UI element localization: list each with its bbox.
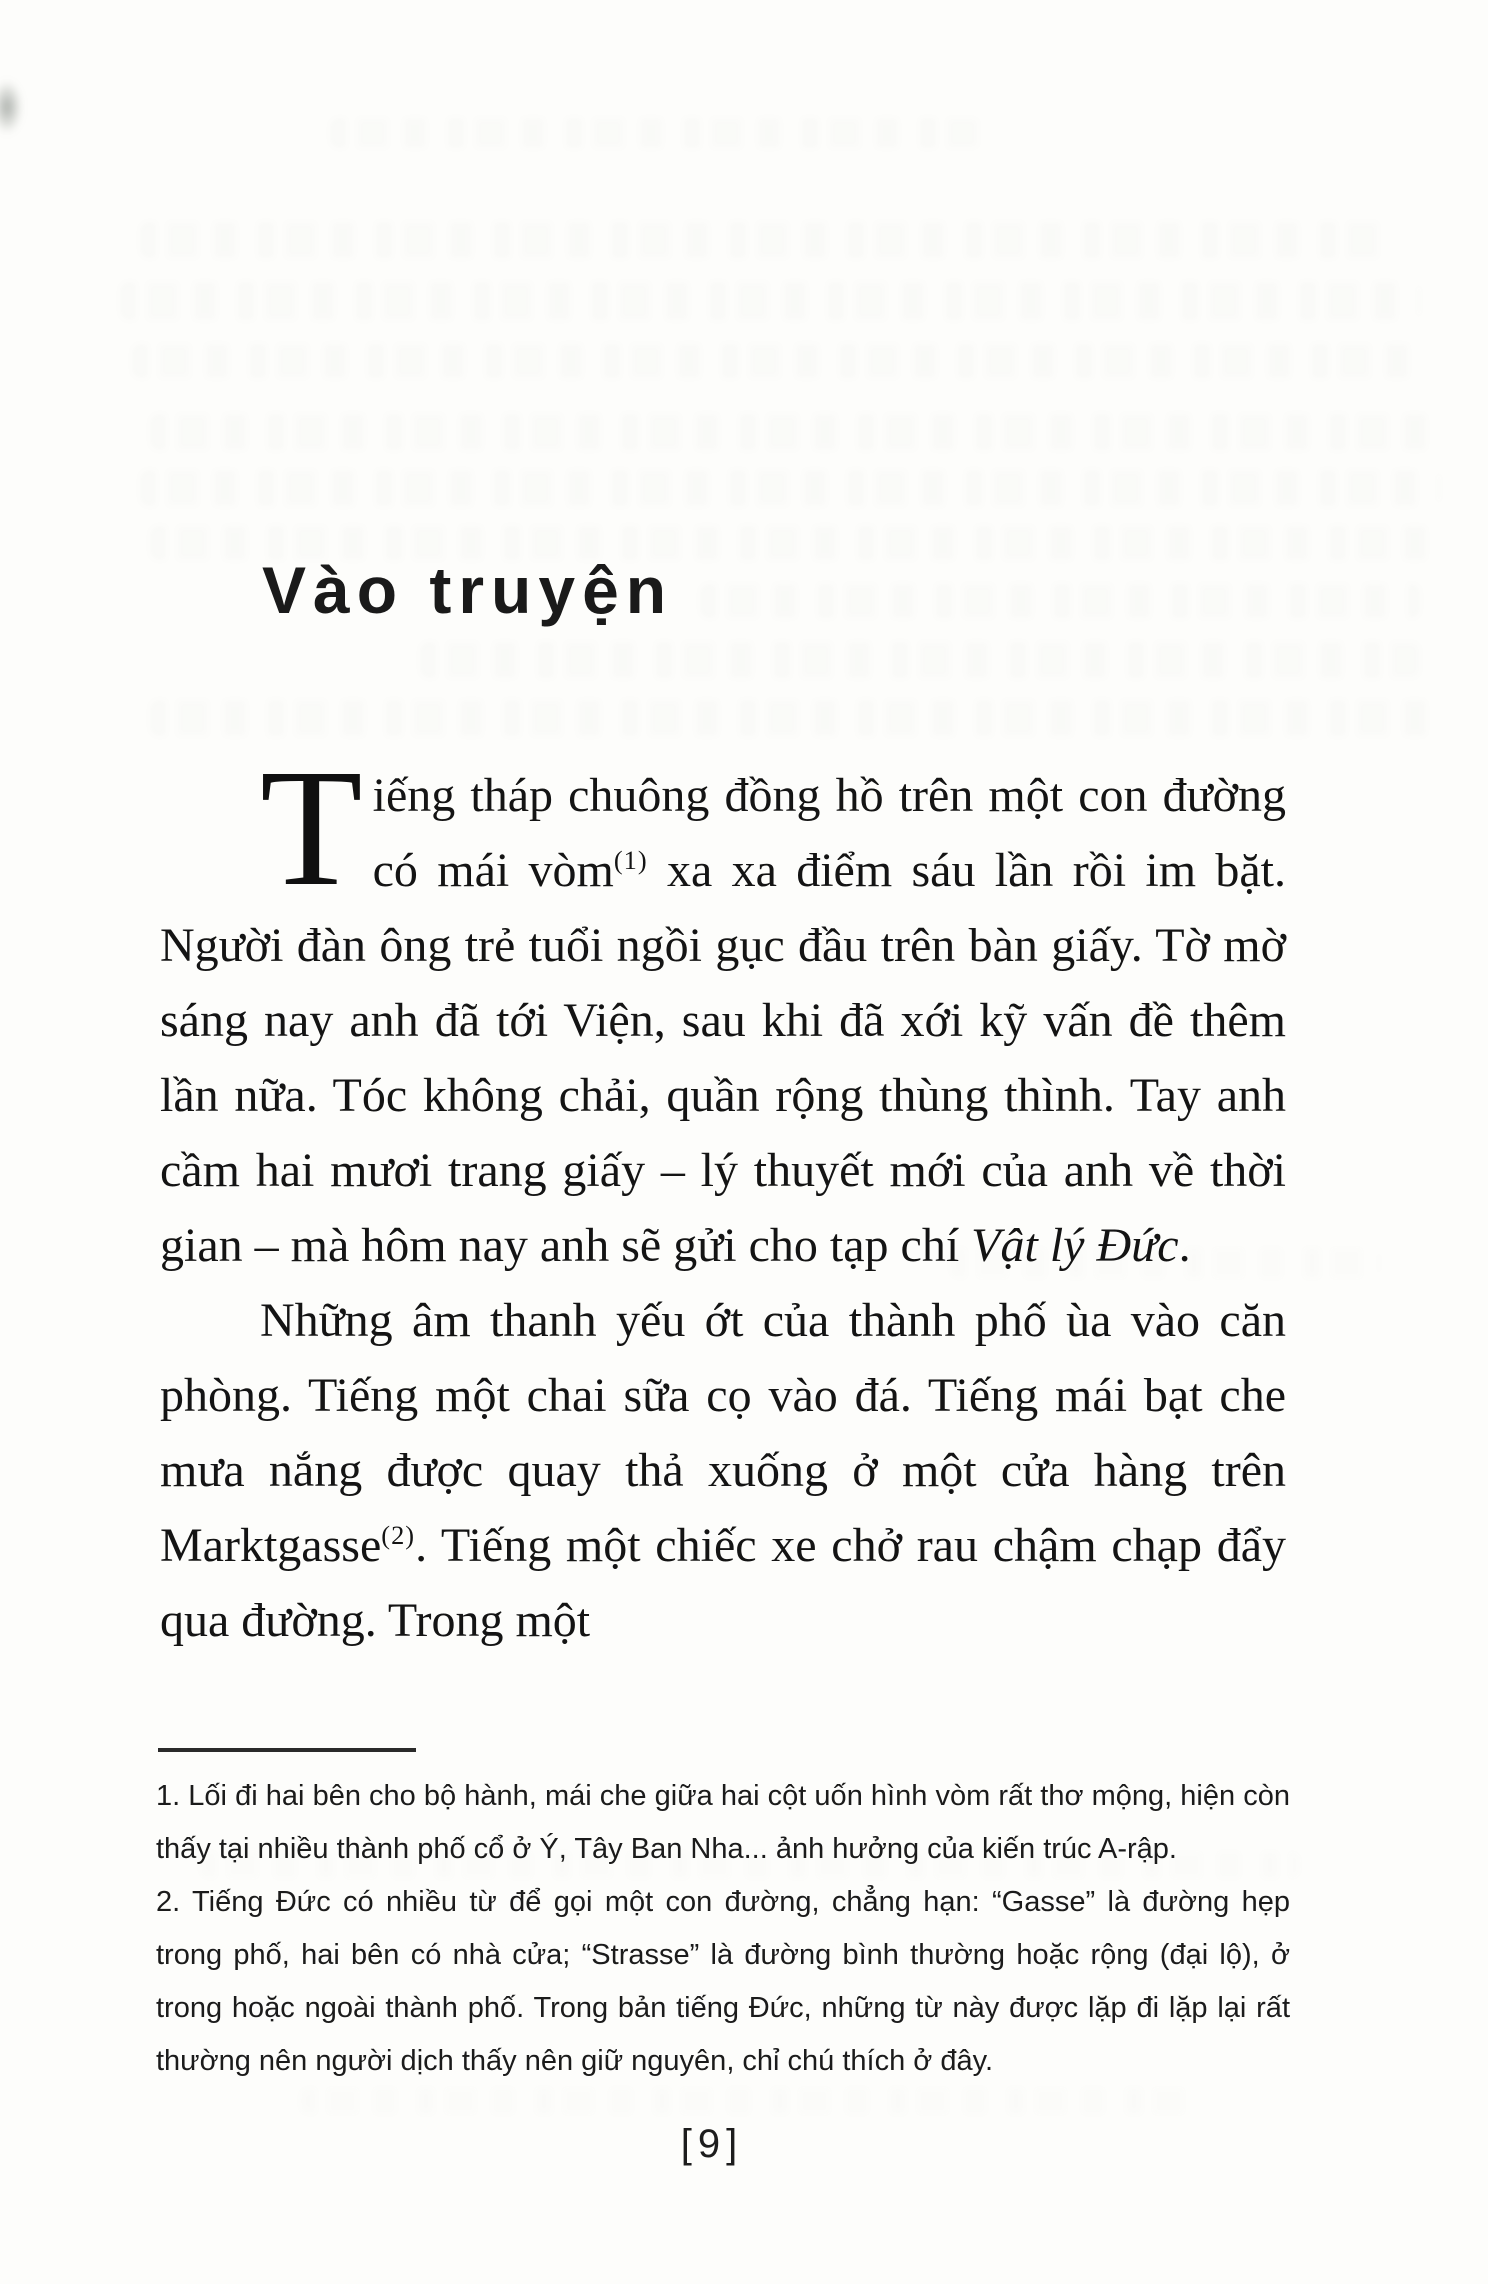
bleedthrough-artifact [700,584,1420,618]
drop-cap: T [260,735,363,921]
bleedthrough-artifact [140,470,1440,506]
bleedthrough-artifact [420,642,1420,678]
paragraph-text: xa xa điểm sáu lần rồi im bặt. Người đàn ông trẻ tuổi ngồi gục đầu trên bàn giấy. Tờ mờ sáng nay anh đã tới Viện, sau khi đã xới kỹ vấn đề thêm lần nữa. Tóc không chải, quần rộng thùng thình. Tay anh cầm hai mươi trang giấy – lý thuyết mới của anh về thời gian – mà hôm nay anh sẽ gửi cho tạp chí [160,844,1286,1272]
paragraph-text: iếng tháp chuông đồng hồ trên một con đường có mái vòm [372,769,1286,897]
paragraph-text: . [1178,1219,1191,1272]
bleedthrough-artifact [300,2088,1200,2114]
bleedthrough-artifact [150,414,1430,450]
bleedthrough-artifact [150,700,1430,736]
footnote-separator [158,1748,416,1752]
footnote-ref-1: (1) [613,845,648,875]
footnote-ref-2: (2) [381,1520,416,1550]
bleedthrough-artifact [140,222,1390,258]
body-text [160,735,1286,1658]
bleedthrough-artifact [132,344,1422,378]
paragraph-text: . Tiếng một chiếc xe chở rau chậm chạp đẩy qua đường. Trong một [160,1519,1286,1647]
footnote-1: 1. Lối đi hai bên cho bộ hành, mái che giữa hai cột uốn hình vòm rất thơ mộng, hiện còn thấy tại nhiều thành phố cổ ở Ý, Tây Ban Nha... ảnh hưởng của kiến trúc A-rập. [156,1780,1290,1865]
footnote-2: 2. Tiếng Đức có nhiều từ để gọi một con đường, chẳng hạn: “Gasse” là đường hẹp trong phố, hai bên có nhà cửa; “Strasse” là đường bình thường hoặc rộng (đại lộ), ở trong hoặc ngoài thành phố. Trong bản tiếng Đức, những từ này được lặp đi lặp lại rất thường nên người dịch thấy nên giữ nguyên, chỉ chú thích ở đây. [156,1886,1290,2077]
footnotes [156,1770,1290,2088]
bleedthrough-artifact [330,118,980,148]
paragraph-1 [160,735,1286,1283]
page-number: [9] [680,2122,744,2166]
journal-name-italic: Vật lý Đức [971,1219,1179,1272]
scan-corner-artifact [0,80,22,134]
bleedthrough-artifact [120,282,1420,320]
chapter-title: Vào truyện [262,553,674,627]
paragraph-2 [160,1283,1286,1658]
paragraph-text: Những âm thanh yếu ớt của thành phố ùa vào căn phòng. Tiếng một chai sữa cọ vào đá. Tiếng mái bạt che mưa nắng được quay thả xuống ở một cửa hàng trên Marktgasse [160,1294,1286,1572]
